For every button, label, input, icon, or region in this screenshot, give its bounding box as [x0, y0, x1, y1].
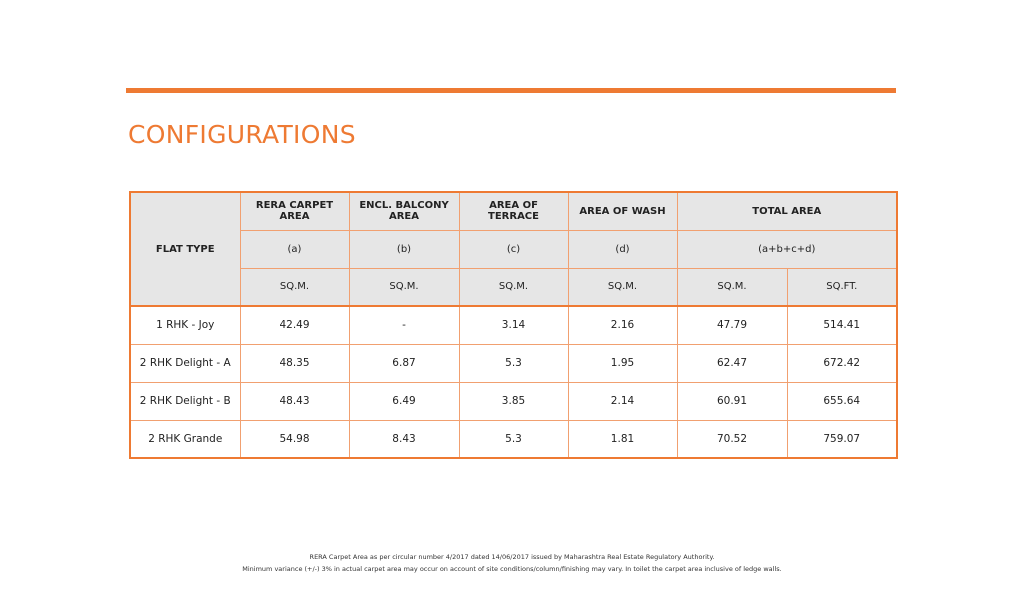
symbol-total: (a+b+c+d) — [677, 230, 897, 268]
page-title: CONFIGURATIONS — [128, 120, 356, 149]
symbol-c: (c) — [459, 230, 568, 268]
symbol-a: (a) — [240, 230, 349, 268]
header-area-of-wash: AREA OF WASH — [568, 192, 677, 230]
table-row — [130, 344, 897, 382]
value-cell: 1.81 — [568, 420, 677, 458]
value-cell: 8.43 — [349, 420, 459, 458]
value-cell: 5.3 — [459, 344, 568, 382]
value-cell: 2.16 — [568, 306, 677, 344]
value-cell: 47.79 — [677, 306, 787, 344]
symbol-b: (b) — [349, 230, 459, 268]
value-cell: 655.64 — [787, 382, 897, 420]
flat-type-cell: 2 RHK Delight - B — [130, 382, 240, 420]
unit-cell: SQ.FT. — [787, 268, 897, 306]
configurations-table — [129, 191, 898, 459]
symbol-d: (d) — [568, 230, 677, 268]
unit-cell: SQ.M. — [240, 268, 349, 306]
table-row — [130, 420, 897, 458]
value-cell: 62.47 — [677, 344, 787, 382]
value-cell: 6.49 — [349, 382, 459, 420]
value-cell: 6.87 — [349, 344, 459, 382]
unit-cell: SQ.M. — [459, 268, 568, 306]
header-flat-type: FLAT TYPE — [130, 192, 240, 306]
value-cell: 5.3 — [459, 420, 568, 458]
value-cell: 60.91 — [677, 382, 787, 420]
table-row — [130, 382, 897, 420]
table-row — [130, 306, 897, 344]
flat-type-cell: 1 RHK - Joy — [130, 306, 240, 344]
footnote-variance: Minimum variance (+/-) 3% in actual carpet area may occur on account of site conditions/column/finishing may vary. In toilet the carpet area inclusive of ledge walls. — [242, 565, 782, 573]
value-cell: - — [349, 306, 459, 344]
flat-type-cell: 2 RHK Grande — [130, 420, 240, 458]
value-cell: 42.49 — [240, 306, 349, 344]
value-cell: 70.52 — [677, 420, 787, 458]
value-cell: 672.42 — [787, 344, 897, 382]
header-rera-carpet-area: RERA CARPET AREA — [240, 192, 349, 230]
unit-cell: SQ.M. — [349, 268, 459, 306]
top-accent-rule — [126, 88, 896, 93]
value-cell: 1.95 — [568, 344, 677, 382]
header-total-area: TOTAL AREA — [677, 192, 897, 230]
value-cell: 2.14 — [568, 382, 677, 420]
value-cell: 3.85 — [459, 382, 568, 420]
value-cell: 3.14 — [459, 306, 568, 344]
value-cell: 759.07 — [787, 420, 897, 458]
header-encl-balcony-area: ENCL. BALCONY AREA — [349, 192, 459, 230]
unit-cell: SQ.M. — [677, 268, 787, 306]
value-cell: 48.35 — [240, 344, 349, 382]
header-area-of-terrace: AREA OF TERRACE — [459, 192, 568, 230]
unit-cell: SQ.M. — [568, 268, 677, 306]
value-cell: 54.98 — [240, 420, 349, 458]
value-cell: 48.43 — [240, 382, 349, 420]
flat-type-cell: 2 RHK Delight - A — [130, 344, 240, 382]
value-cell: 514.41 — [787, 306, 897, 344]
footnote-rera: RERA Carpet Area as per circular number 4/2017 dated 14/06/2017 issued by Maharashtra Real Estate Regulatory Authority. — [309, 553, 715, 561]
